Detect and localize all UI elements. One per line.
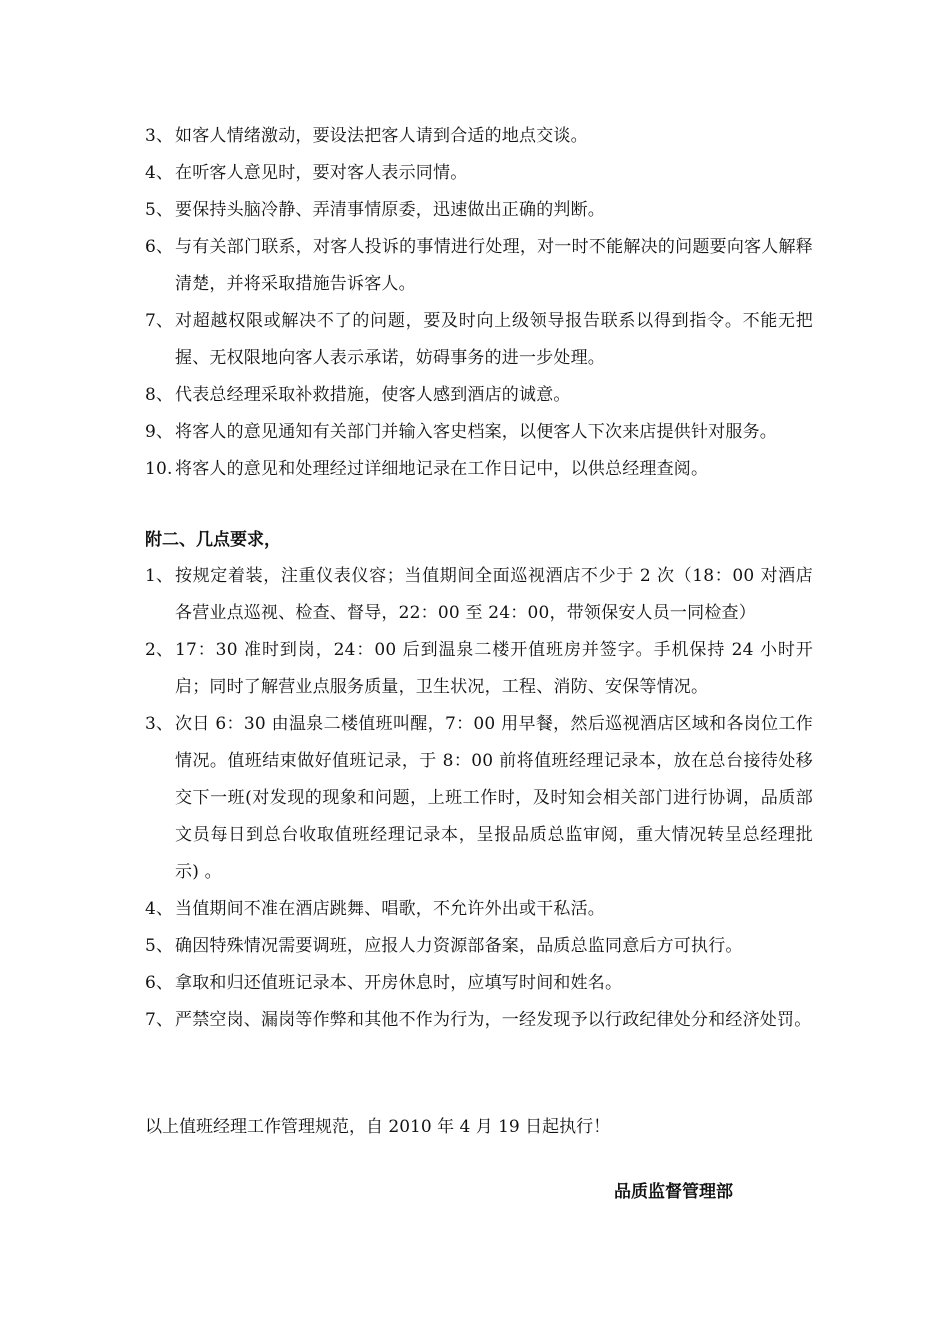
complaint-handling-list: [145, 118, 813, 488]
list-item: [145, 1002, 813, 1039]
item-text: 将客人的意见通知有关部门并输入客史档案，以便客人下次来店提供针对服务。: [175, 422, 777, 442]
list-item: [145, 706, 813, 891]
section-heading: 附二、几点要求，: [145, 530, 281, 550]
item-number: 7、: [145, 311, 174, 331]
item-text: 在听客人意见时，要对客人表示同情。: [175, 163, 468, 183]
item-text: 与有关部门联系，对客人投诉的事情进行处理，对一时不能解决的问题要向客人解释清楚，并将采取措施告诉客人。: [175, 237, 813, 294]
item-number: 5、: [145, 200, 174, 220]
item-number: 4、: [145, 899, 174, 919]
item-number: 3、: [145, 126, 174, 146]
list-item: [145, 965, 813, 1002]
item-text: 代表总经理采取补救措施，使客人感到酒店的诚意。: [175, 385, 571, 405]
item-number: 10.: [145, 459, 173, 479]
item-number: 3、: [145, 714, 174, 734]
item-text: 要保持头脑冷静、弄清事情原委，迅速做出正确的判断。: [175, 200, 605, 220]
item-number: 9、: [145, 422, 174, 442]
item-text: 将客人的意见和处理经过详细地记录在工作日记中，以供总经理查阅。: [175, 459, 709, 479]
item-text: 当值期间不准在酒店跳舞、唱歌，不允许外出或干私活。: [175, 899, 605, 919]
list-item: [145, 155, 813, 192]
item-number: 8、: [145, 385, 174, 405]
list-item: [145, 451, 813, 488]
item-text: 拿取和归还值班记录本、开房休息时，应填写时间和姓名。: [175, 973, 623, 993]
item-text: 17：30 准时到岗，24：00 后到温泉二楼开值班房并签字。手机保持 24 小时开启；同时了解营业点服务质量，卫生状况，工程、消防、安保等情况。: [175, 640, 813, 697]
item-number: 6、: [145, 237, 174, 257]
item-number: 1、: [145, 566, 174, 586]
item-text: 严禁空岗、漏岗等作弊和其他不作为行为，一经发现予以行政纪律处分和经济处罚。: [175, 1010, 812, 1030]
list-item: [145, 891, 813, 928]
list-item: [145, 229, 813, 303]
item-text: 按规定着装，注重仪表仪容；当值期间全面巡视酒店不少于 2 次（18：00 对酒店各营业点巡视、检查、督导，22：00 至 24：00，带领保安人员一同检查）: [175, 566, 813, 623]
item-number: 6、: [145, 973, 174, 993]
item-number: 7、: [145, 1010, 174, 1030]
item-text: 如客人情绪激动，要设法把客人请到合适的地点交谈。: [175, 126, 588, 146]
list-item: [145, 928, 813, 965]
item-number: 4、: [145, 163, 174, 183]
list-item: [145, 377, 813, 414]
requirements-list: [145, 558, 813, 1039]
signature-department: 品质监督管理部: [614, 1182, 733, 1202]
list-item: [145, 632, 813, 706]
list-item: [145, 118, 813, 155]
item-number: 2、: [145, 640, 174, 660]
list-item: [145, 414, 813, 451]
list-item: [145, 303, 813, 377]
item-text: 确因特殊情况需要调班，应报人力资源部备案，品质总监同意后方可执行。: [175, 936, 743, 956]
closing-statement: 以上值班经理工作管理规范，自 2010 年 4 月 19 日起执行！: [145, 1117, 611, 1137]
list-item: [145, 558, 813, 632]
item-text: 次日 6：30 由温泉二楼值班叫醒，7：00 用早餐，然后巡视酒店区域和各岗位工作情况。值班结束做好值班记录，于 8：00 前将值班经理记录本，放在总台接待处移交下一班(对发现的现象和问题，上班工作时，及时知会相关部门进行协调，品质部文员每日到总台收取值班经理记录本，呈报品质总监审阅，重大情况转呈总经理批示) 。: [175, 714, 813, 882]
item-text: 对超越权限或解决不了的问题，要及时向上级领导报告联系以得到指令。不能无把握、无权限地向客人表示承诺，妨碍事务的进一步处理。: [175, 311, 813, 368]
list-item: [145, 192, 813, 229]
item-number: 5、: [145, 936, 174, 956]
